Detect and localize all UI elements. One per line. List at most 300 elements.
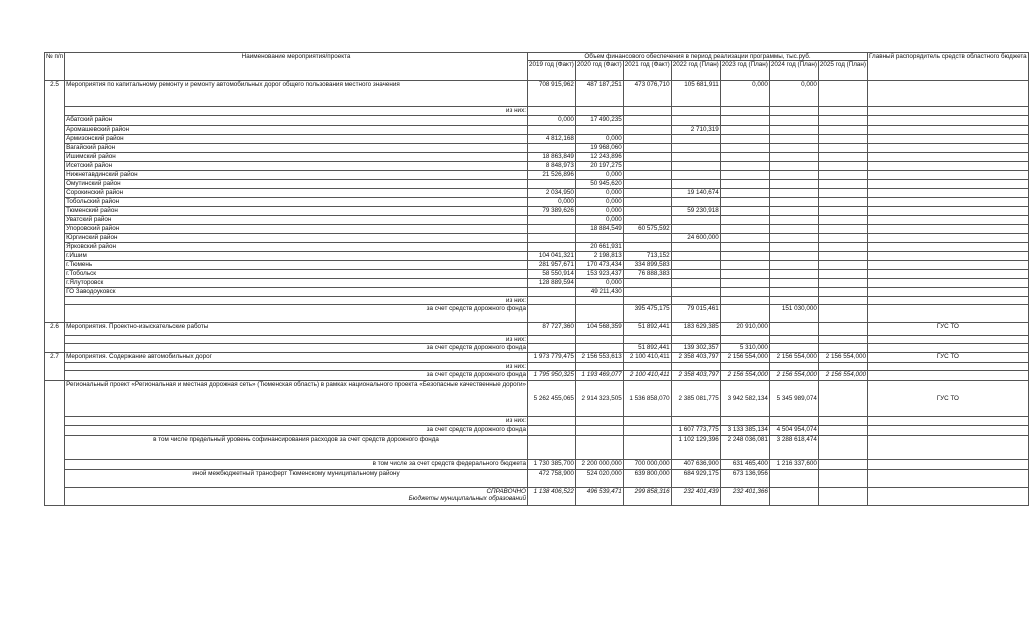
value-cell: [769, 189, 818, 198]
value-cell: [769, 488, 818, 506]
table-row: [45, 305, 1029, 323]
district-name: Исетский район: [65, 162, 528, 171]
empty-cell: [575, 363, 623, 371]
measure-name: Мероприятия по капитальному ремонту и ремонту автомобильных дорог общего пользования местного значения: [65, 81, 528, 107]
value-cell: 3 133 385,134: [720, 426, 769, 436]
value-cell: [671, 279, 720, 288]
value-cell: [818, 216, 867, 225]
value-cell: 5 310,000: [720, 344, 769, 353]
value-cell: 4 812,168: [527, 135, 575, 144]
of-which-label: из них:: [65, 107, 528, 116]
value-cell: [623, 279, 671, 288]
table-row: [45, 426, 1029, 436]
value-cell: [769, 180, 818, 189]
value-cell: 684 929,175: [671, 470, 720, 488]
value-cell: 0,000: [575, 216, 623, 225]
value-cell: 2 156 554,000: [818, 353, 867, 363]
value-cell: 51 892,441: [623, 323, 671, 336]
value-cell: [623, 436, 671, 460]
value-cell: [818, 234, 867, 243]
empty-cell: [623, 297, 671, 305]
empty-cell: [527, 297, 575, 305]
value-cell: [818, 305, 867, 323]
manager-cell: [868, 243, 1029, 252]
value-cell: 51 892,441: [623, 344, 671, 353]
empty-cell: [818, 336, 867, 344]
value-cell: [575, 436, 623, 460]
district-name: ГО Заводоуковск: [65, 288, 528, 297]
table-row: [45, 234, 1029, 243]
header-manager: Главный распорядитель средств областного бюджета: [868, 53, 1029, 81]
empty-cell: [720, 336, 769, 344]
value-cell: [623, 426, 671, 436]
value-cell: [818, 288, 867, 297]
table-row: [45, 363, 1029, 371]
manager-cell: [868, 470, 1029, 488]
value-cell: 334 899,583: [623, 261, 671, 270]
value-cell: 473 076,710: [623, 81, 671, 107]
value-cell: 0,000: [527, 116, 575, 126]
manager-cell: [868, 189, 1029, 198]
value-cell: 232 401,439: [671, 488, 720, 506]
empty-cell: [720, 363, 769, 371]
table-row: [45, 297, 1029, 305]
table-row: [45, 207, 1029, 216]
value-cell: [720, 135, 769, 144]
value-cell: [527, 426, 575, 436]
value-cell: [671, 270, 720, 279]
value-cell: [527, 344, 575, 353]
empty-cell: [623, 107, 671, 116]
value-cell: [575, 426, 623, 436]
manager-cell: [868, 436, 1029, 460]
budget-table: [44, 52, 1029, 506]
district-name: Уватский район: [65, 216, 528, 225]
value-cell: [818, 126, 867, 135]
table-row: [45, 116, 1029, 126]
manager-cell: ГУС ТО: [868, 381, 1029, 417]
value-cell: 713,152: [623, 252, 671, 261]
empty-cell: [671, 107, 720, 116]
value-cell: 59 230,918: [671, 207, 720, 216]
value-cell: 2 156 554,000: [720, 353, 769, 363]
empty-cell: [818, 363, 867, 371]
value-cell: 50 945,620: [575, 180, 623, 189]
value-cell: [671, 116, 720, 126]
road-fund-label: за счет средств дорожного фонда: [65, 344, 528, 353]
value-cell: [769, 234, 818, 243]
value-cell: [720, 207, 769, 216]
value-cell: 2 156 554,000: [720, 371, 769, 381]
manager-cell: [868, 144, 1029, 153]
value-cell: 0,000: [575, 198, 623, 207]
value-cell: [769, 261, 818, 270]
empty-cell: [720, 417, 769, 426]
value-cell: 700 000,000: [623, 460, 671, 470]
value-cell: [527, 225, 575, 234]
value-cell: 3 288 618,474: [769, 436, 818, 460]
table-row: [45, 336, 1029, 344]
district-name: Сорокинский район: [65, 189, 528, 198]
manager-cell: [868, 288, 1029, 297]
empty-cell: [720, 297, 769, 305]
value-cell: 2 100 410,411: [623, 353, 671, 363]
value-cell: [527, 288, 575, 297]
header-name: Наименование мероприятия/проекта: [65, 53, 528, 81]
value-cell: 18 884,549: [575, 225, 623, 234]
manager-cell: [868, 225, 1029, 234]
manager-cell: [868, 81, 1029, 107]
manager-cell: [868, 207, 1029, 216]
value-cell: [671, 243, 720, 252]
table-row: [45, 252, 1029, 261]
district-name: Юргинский район: [65, 234, 528, 243]
value-cell: [575, 234, 623, 243]
value-cell: [623, 135, 671, 144]
value-cell: 8 848,973: [527, 162, 575, 171]
of-which-label: из них:: [65, 297, 528, 305]
district-name: Аромашевский район: [65, 126, 528, 135]
manager-cell: [868, 279, 1029, 288]
district-name: г.Ишим: [65, 252, 528, 261]
empty-cell: [769, 363, 818, 371]
manager-cell: ГУС ТО: [868, 353, 1029, 363]
table-row: [45, 225, 1029, 234]
header-year: 2024 год (План): [769, 61, 818, 81]
reference-label: [65, 488, 528, 506]
value-cell: 2 385 081,775: [671, 381, 720, 417]
manager-cell: [868, 216, 1029, 225]
value-cell: [769, 279, 818, 288]
manager-cell: [868, 426, 1029, 436]
road-fund-label: за счет средств дорожного фонда: [65, 426, 528, 436]
reference-subtitle: Бюджеты муниципальных образований: [408, 495, 526, 502]
manager-cell: [868, 344, 1029, 353]
value-cell: 2 156 553,613: [575, 353, 623, 363]
road-fund-label: за счет средств дорожного фонда: [65, 305, 528, 323]
value-cell: [527, 180, 575, 189]
value-cell: 60 575,592: [623, 225, 671, 234]
value-cell: [527, 144, 575, 153]
value-cell: [623, 153, 671, 162]
value-cell: [720, 144, 769, 153]
value-cell: 0,000: [575, 279, 623, 288]
value-cell: [720, 288, 769, 297]
value-cell: 20 197,275: [575, 162, 623, 171]
district-name: Армизонский район: [65, 135, 528, 144]
value-cell: [671, 288, 720, 297]
header-year: 2019 год (Факт): [527, 61, 575, 81]
value-cell: [720, 162, 769, 171]
value-cell: [818, 426, 867, 436]
value-cell: [818, 180, 867, 189]
value-cell: 1 730 385,700: [527, 460, 575, 470]
table-row: [45, 171, 1029, 180]
value-cell: 0,000: [575, 135, 623, 144]
manager-cell: [868, 171, 1029, 180]
value-cell: [623, 234, 671, 243]
value-cell: [671, 180, 720, 189]
value-cell: [720, 153, 769, 162]
value-cell: 2 100 410,411: [623, 371, 671, 381]
regional-project-name: Региональный проект «Региональная и местная дорожная сеть» (Тюменская область) в рамках национального проекта «Безопасные качественные дороги»: [65, 381, 528, 417]
value-cell: 5 345 989,074: [769, 381, 818, 417]
value-cell: [818, 243, 867, 252]
empty-cell: [818, 107, 867, 116]
value-cell: 5 262 455,065: [527, 381, 575, 417]
value-cell: [818, 198, 867, 207]
value-cell: 2 914 323,505: [575, 381, 623, 417]
value-cell: [769, 153, 818, 162]
value-cell: [623, 198, 671, 207]
value-cell: [671, 135, 720, 144]
district-name: Тобольский район: [65, 198, 528, 207]
empty-cell: [623, 363, 671, 371]
district-name: Ярковский район: [65, 243, 528, 252]
value-cell: [769, 288, 818, 297]
value-cell: [720, 116, 769, 126]
manager-cell: ГУС ТО: [868, 323, 1029, 336]
value-cell: 151 030,000: [769, 305, 818, 323]
value-cell: [623, 116, 671, 126]
value-cell: [818, 270, 867, 279]
district-name: г.Ялуторовск: [65, 279, 528, 288]
value-cell: 12 243,896: [575, 153, 623, 162]
value-cell: 2 200 000,000: [575, 460, 623, 470]
table-row: [45, 126, 1029, 135]
empty-cell: [868, 417, 1029, 426]
value-cell: [623, 243, 671, 252]
value-cell: [769, 216, 818, 225]
value-cell: [818, 436, 867, 460]
empty-cell: [720, 107, 769, 116]
manager-cell: [868, 371, 1029, 381]
value-cell: [623, 180, 671, 189]
manager-cell: [868, 305, 1029, 323]
value-cell: [818, 323, 867, 336]
value-cell: 631 465,400: [720, 460, 769, 470]
value-cell: [720, 189, 769, 198]
reference-title: СПРАВОЧНО: [486, 488, 526, 495]
value-cell: [720, 180, 769, 189]
empty-cell: [671, 363, 720, 371]
table-row: [45, 488, 1029, 506]
table-row: [45, 470, 1029, 488]
empty-cell: [769, 297, 818, 305]
value-cell: 487 187,251: [575, 81, 623, 107]
value-cell: [818, 153, 867, 162]
value-cell: [575, 305, 623, 323]
value-cell: [623, 162, 671, 171]
value-cell: 1 102 129,396: [671, 436, 720, 460]
value-cell: [818, 470, 867, 488]
value-cell: [720, 305, 769, 323]
value-cell: 407 636,900: [671, 460, 720, 470]
value-cell: 87 727,360: [527, 323, 575, 336]
value-cell: [671, 198, 720, 207]
row-index: [45, 381, 65, 506]
manager-cell: [868, 116, 1029, 126]
value-cell: 1 607 773,775: [671, 426, 720, 436]
value-cell: 2 198,813: [575, 252, 623, 261]
value-cell: 2 710,319: [671, 126, 720, 135]
value-cell: 4 504 954,074: [769, 426, 818, 436]
value-cell: 1 795 950,325: [527, 371, 575, 381]
table-row: [45, 243, 1029, 252]
value-cell: [818, 344, 867, 353]
value-cell: [671, 153, 720, 162]
value-cell: 2 358 403,797: [671, 371, 720, 381]
value-cell: [623, 171, 671, 180]
empty-cell: [868, 107, 1029, 116]
value-cell: [720, 171, 769, 180]
value-cell: 58 550,914: [527, 270, 575, 279]
value-cell: [818, 261, 867, 270]
value-cell: [720, 252, 769, 261]
manager-cell: [868, 126, 1029, 135]
road-fund-label: за счет средств дорожного фонда: [65, 371, 528, 381]
table-row: [45, 189, 1029, 198]
empty-cell: [818, 417, 867, 426]
table-row: [45, 144, 1029, 153]
value-cell: 1 536 858,070: [623, 381, 671, 417]
value-cell: 17 490,235: [575, 116, 623, 126]
manager-cell: [868, 180, 1029, 189]
value-cell: [769, 116, 818, 126]
district-name: Вагайский район: [65, 144, 528, 153]
empty-cell: [868, 297, 1029, 305]
empty-cell: [527, 336, 575, 344]
value-cell: [720, 198, 769, 207]
value-cell: 76 888,383: [623, 270, 671, 279]
value-cell: [527, 305, 575, 323]
value-cell: [671, 216, 720, 225]
value-cell: 0,000: [575, 171, 623, 180]
value-cell: [769, 162, 818, 171]
value-cell: 395 475,175: [623, 305, 671, 323]
table-row: [45, 344, 1029, 353]
value-cell: [527, 216, 575, 225]
empty-cell: [575, 417, 623, 426]
value-cell: [720, 126, 769, 135]
table-row: [45, 270, 1029, 279]
value-cell: [720, 234, 769, 243]
manager-cell: [868, 162, 1029, 171]
value-cell: [623, 126, 671, 135]
value-cell: [818, 252, 867, 261]
value-cell: [769, 252, 818, 261]
value-cell: 183 629,385: [671, 323, 720, 336]
empty-cell: [527, 417, 575, 426]
table-row: [45, 353, 1029, 363]
value-cell: [769, 344, 818, 353]
district-name: г.Тюмень: [65, 261, 528, 270]
value-cell: 299 858,316: [623, 488, 671, 506]
manager-cell: [868, 234, 1029, 243]
value-cell: [720, 225, 769, 234]
value-cell: 2 156 554,000: [818, 371, 867, 381]
value-cell: [671, 162, 720, 171]
table-row: [45, 460, 1029, 470]
value-cell: [720, 279, 769, 288]
header-year: 2020 год (Факт): [575, 61, 623, 81]
value-cell: [769, 126, 818, 135]
empty-cell: [868, 336, 1029, 344]
empty-cell: [868, 363, 1029, 371]
value-cell: 153 923,437: [575, 270, 623, 279]
value-cell: [671, 252, 720, 261]
value-cell: [623, 207, 671, 216]
empty-cell: [575, 107, 623, 116]
value-cell: 472 758,900: [527, 470, 575, 488]
table-row: [45, 81, 1029, 107]
value-cell: [818, 81, 867, 107]
manager-cell: [868, 488, 1029, 506]
value-cell: [769, 171, 818, 180]
value-cell: [769, 207, 818, 216]
value-cell: 496 539,471: [575, 488, 623, 506]
value-cell: 79 015,461: [671, 305, 720, 323]
empty-cell: [769, 107, 818, 116]
empty-cell: [623, 336, 671, 344]
value-cell: [623, 189, 671, 198]
value-cell: [769, 323, 818, 336]
value-cell: 170 473,434: [575, 261, 623, 270]
value-cell: [769, 470, 818, 488]
manager-cell: [868, 261, 1029, 270]
federal-budget-label: в том числе за счет средств федерального бюджета: [65, 460, 528, 470]
empty-cell: [575, 297, 623, 305]
value-cell: [769, 270, 818, 279]
value-cell: 0,000: [575, 207, 623, 216]
value-cell: 2 248 036,081: [720, 436, 769, 460]
value-cell: [527, 436, 575, 460]
district-name: Омутинский район: [65, 180, 528, 189]
table-row: [45, 381, 1029, 417]
value-cell: 2 156 554,000: [769, 371, 818, 381]
value-cell: 19 968,060: [575, 144, 623, 153]
manager-cell: [868, 198, 1029, 207]
value-cell: 524 020,000: [575, 470, 623, 488]
measure-name: Мероприятия. Содержание автомобильных дорог: [65, 353, 528, 363]
table-row: [45, 153, 1029, 162]
table-row: [45, 279, 1029, 288]
value-cell: 104 041,321: [527, 252, 575, 261]
value-cell: [818, 135, 867, 144]
value-cell: [575, 344, 623, 353]
row-index: 2.5: [45, 81, 65, 323]
value-cell: 3 942 582,134: [720, 381, 769, 417]
table-row: [45, 135, 1029, 144]
value-cell: [720, 216, 769, 225]
of-which-label: из них:: [65, 363, 528, 371]
value-cell: [818, 144, 867, 153]
value-cell: 21 526,896: [527, 171, 575, 180]
value-cell: [818, 381, 867, 417]
table-row: [45, 288, 1029, 297]
value-cell: 639 800,000: [623, 470, 671, 488]
value-cell: [818, 207, 867, 216]
value-cell: 128 889,594: [527, 279, 575, 288]
district-name: Ишимский район: [65, 153, 528, 162]
value-cell: [818, 171, 867, 180]
table-row: [45, 162, 1029, 171]
district-name: Абатский район: [65, 116, 528, 126]
value-cell: [818, 488, 867, 506]
value-cell: [527, 234, 575, 243]
header-year: 2023 год (План): [720, 61, 769, 81]
value-cell: 20 910,000: [720, 323, 769, 336]
